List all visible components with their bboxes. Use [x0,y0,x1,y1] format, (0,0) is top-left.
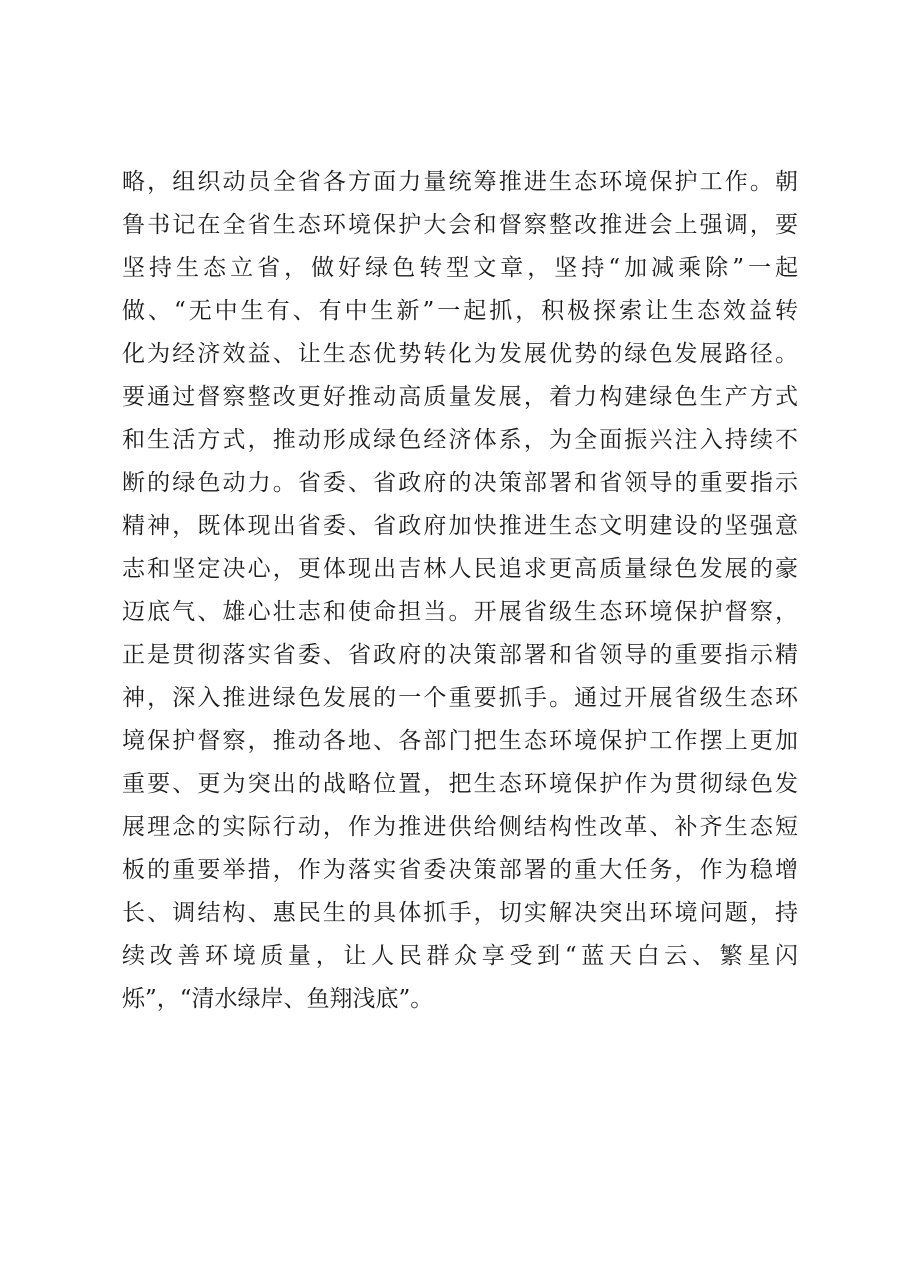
body-paragraph [122,161,798,1021]
text-line: 鲁书记在全省生态环境保护大会和督察整改推进会上强调，要 [122,212,798,238]
text-line-last: 烁”，“清水绿岸、鱼翔浅底”。 [122,986,434,1012]
text-line: 展理念的实际行动，作为推进供给侧结构性改革、补齐生态短 [122,814,798,840]
text-line: 正是贯彻落实省委、省政府的决策部署和省领导的重要指示精 [122,642,798,668]
text-line: 迈底气、雄心壮志和使命担当。开展省级生态环境保护督察， [122,599,798,625]
text-line: 重要、更为突出的战略位置，把生态环境保护作为贯彻绿色发 [122,771,798,797]
text-line: 坚持生态立省，做好绿色转型文章，坚持“加减乘除”一起 [122,255,798,281]
text-line: 断的绿色动力。省委、省政府的决策部署和省领导的重要指示 [122,470,798,496]
text-line: 精神，既体现出省委、省政府加快推进生态文明建设的坚强意 [122,513,798,539]
text-line: 境保护督察，推动各地、各部门把生态环境保护工作摆上更加 [122,728,798,754]
text-line: 神，深入推进绿色发展的一个重要抓手。通过开展省级生态环 [122,685,798,711]
text-line: 略，组织动员全省各方面力量统筹推进生态环境保护工作。朝 [122,169,798,195]
text-line: 续改善环境质量，让人民群众享受到“蓝天白云、繁星闪 [122,943,798,969]
text-line: 要通过督察整改更好推动高质量发展，着力构建绿色生产方式 [122,384,798,410]
text-line: 志和坚定决心，更体现出吉林人民追求更高质量绿色发展的豪 [122,556,798,582]
text-line: 板的重要举措，作为落实省委决策部署的重大任务，作为稳增 [122,857,798,883]
text-line: 化为经济效益、让生态优势转化为发展优势的绿色发展路径。 [122,341,798,367]
text-line: 长、调结构、惠民生的具体抓手，切实解决突出环境问题，持 [122,900,798,926]
text-line: 和生活方式，推动形成绿色经济体系，为全面振兴注入持续不 [122,427,798,453]
text-line: 做、“无中生有、有中生新”一起抓，积极探索让生态效益转 [122,298,798,324]
